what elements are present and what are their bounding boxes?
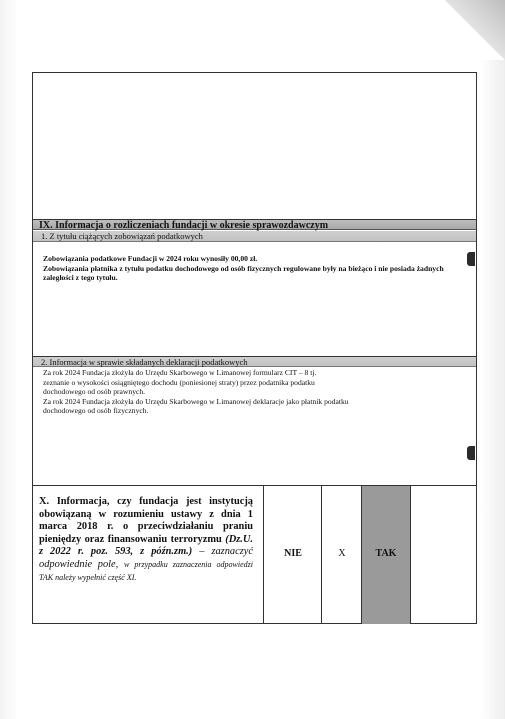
option-tak-checkbox-cell[interactable] [410, 486, 477, 624]
page-fold-corner [445, 0, 505, 60]
option-tak-label: TAK [375, 548, 397, 559]
section-x-note: w przypadku zaznaczenia odpowiedzi TAK należy wypełnić część XI. [39, 559, 253, 582]
section-x-instruction: – zaznaczyć odpowiednie pole, [39, 546, 253, 570]
option-mark: X [338, 548, 346, 559]
option-mark-cell[interactable] [321, 486, 362, 624]
section-x [33, 485, 476, 624]
option-nie-cell[interactable] [263, 486, 322, 624]
empty-top-cell [33, 73, 476, 219]
section-x-law-citation: (Dz.U. z 2022 r. poz. 593, z późn.zm.) [39, 533, 253, 558]
subsection-2-header: 2. Informacja w sprawie składanych deklaracji podatkowych [33, 356, 476, 367]
subsection-1-text: Zobowiązania podatkowe Fundacji w 2024 roku wynosiły 00,00 zł. Zobowiązania płatnika z tytułu podatku dochodowego od osób fizycznych regulowane były na bieżąco i nie posiada żadnych zaległości z tego tytułu. [43, 254, 444, 282]
section-x-main-text: X. Informacja, czy fundacja jest instytucją obowiązaną w rozumieniu ustawy z dnia 1 marca 2018 r. o przeciwdziałaniu praniu pieniędzy oraz finansowaniu terroryzmu [39, 496, 253, 545]
option-tak-cell[interactable] [361, 486, 411, 624]
subsection-1-header: 1. Z tytułu ciążących zobowiązań podatkowych [33, 231, 476, 242]
subsection-2-text: Za rok 2024 Fundacja złożyła do Urzędu Skarbowego w Limanowej formularz CIT – 8 tj. zeznanie o wysokości osiągniętego dochodu (poniesionej straty) przez podatnika podatku dochodowego od osób prawnych. Za rok 2024 Fundacja złożyła do Urzędu Skarbowego w Limanowej deklaracje jako płatnik podatku dochodowego od osób fizycznych. [43, 368, 349, 415]
form-table [32, 72, 477, 624]
section-ix-header: IX. Informacja o rozliczeniach fundacji w okresie sprawozdawczym [33, 219, 476, 230]
section-x-text [39, 496, 253, 584]
option-nie-label: NIE [284, 548, 302, 559]
